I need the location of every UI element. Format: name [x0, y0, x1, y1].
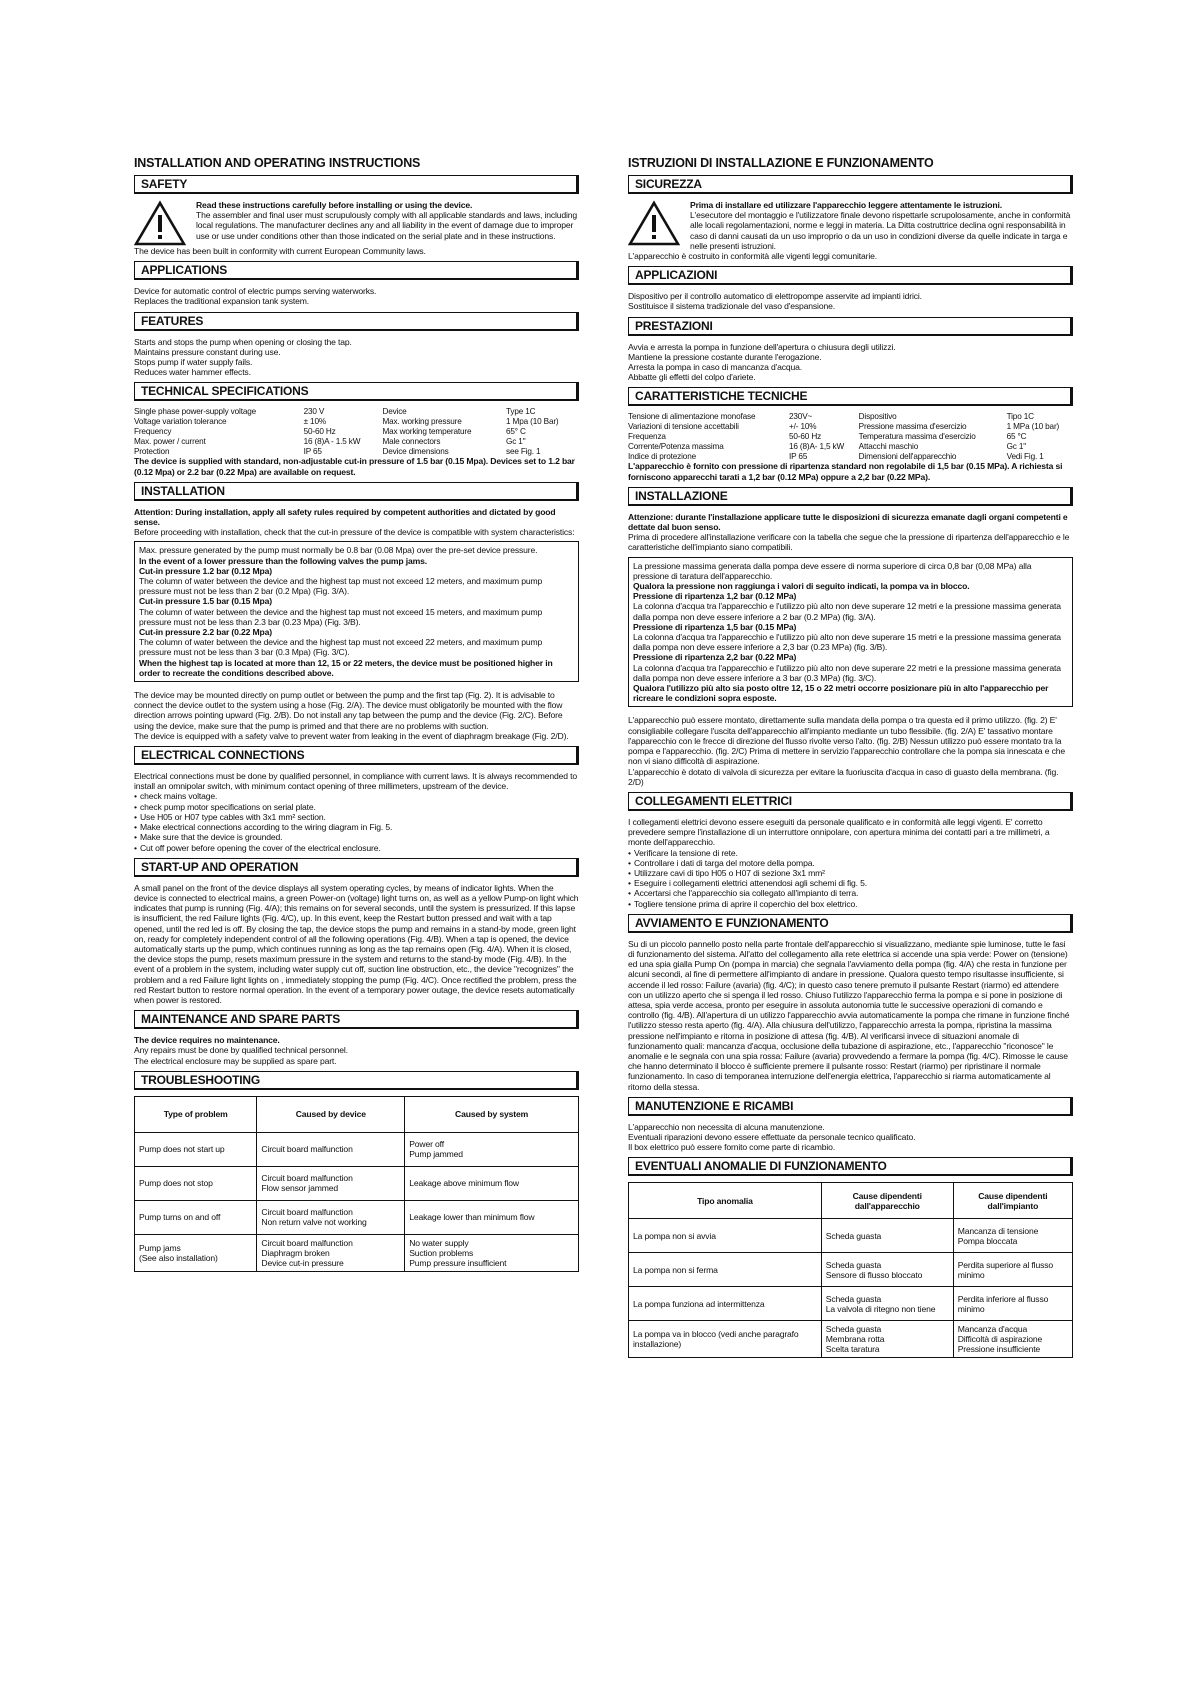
applications-line: Sostituisce il sistema tradizionale del vaso d'espansione. — [628, 301, 835, 312]
table-cell: Scheda guasta Membrana rotta Scelta taratura — [821, 1321, 953, 1358]
table-cell: Pump jams (See also installation) — [135, 1234, 257, 1271]
table-cell: Leakage above minimum flow — [405, 1166, 579, 1200]
tech-note: L'apparecchio è fornito con pressione di ripartenza standard non regolabile di 1,5 bar (0.15 MPa). A richiesta si forniscono apparecchi tarati a 1,2 bar (0.12 MPa) oppure a 2,2 bar (0.22 MPa). — [628, 461, 1063, 482]
table-cell: Circuit board malfunction Flow sensor jammed — [257, 1166, 405, 1200]
list-item: • Accertarsi che l'apparecchio sia collegato all'impianto di terra. — [628, 888, 1073, 898]
section-heading-electrical: ELECTRICAL CONNECTIONS — [134, 746, 579, 765]
spec-row — [134, 417, 579, 427]
spec-row — [628, 422, 1073, 432]
spec-label: Frequenza — [628, 432, 666, 442]
box-final: Qualora l'utilizzo più alto sia posto oltre 12, 15 o 22 metri occorre posizionare più in alto l'apparecchio per ricreare le condizioni sopra esposte. — [633, 683, 1049, 704]
spec-value: Gc 1" — [1006, 441, 1027, 451]
section-heading-troubleshooting: TROUBLESHOOTING — [134, 1071, 579, 1090]
table-row — [629, 1253, 1073, 1287]
safety-body: L'esecutore del montaggio e l'utilizzatore finale devono rispettarle scrupolosamente, anche in conformità alle locali regolamentazioni, norme e leggi in materia. La Ditta costruttrice declina ogni responsabilità in caso di danni causati da un uso improprio o da un uso in condizioni diverse da quelle indicate in targa e nelle presenti istruzioni. — [690, 210, 1071, 251]
cut-in-heading: Cut-in pressure 1.2 bar (0.12 Mpa) — [139, 565, 272, 576]
table-row — [629, 1321, 1073, 1358]
spec-value: 230V~ — [789, 412, 813, 422]
electrical-list — [134, 791, 579, 852]
features-line: Maintains pressure constant during use. — [134, 346, 281, 357]
cut-in-heading: Pressione di ripartenza 2,2 bar (0.22 MPa) — [633, 652, 797, 663]
table-cell: Circuit board malfunction — [257, 1132, 405, 1166]
table-cell: Leakage lower than minimum flow — [405, 1200, 579, 1234]
features-line: Stops pump if water supply fails. — [134, 357, 253, 368]
section-heading-startup: AVVIAMENTO E FUNZIONAMENTO — [628, 914, 1073, 933]
spec-label: Dimensioni dell'apparecchio — [858, 451, 957, 461]
table-cell: Power off Pump jammed — [405, 1132, 579, 1166]
section-heading-installation: INSTALLAZIONE — [628, 487, 1073, 506]
section-heading-troubleshooting: EVENTUALI ANOMALIE DI FUNZIONAMENTO — [628, 1157, 1073, 1176]
spec-label: Male connectors — [382, 436, 441, 446]
english-column — [134, 156, 579, 1272]
box-warning: In the event of a lower pressure than the following valves the pump jams. — [139, 555, 427, 566]
spec-value: +/- 10% — [789, 422, 817, 432]
list-item: • check pump motor specifications on serial plate. — [134, 802, 579, 812]
spec-value: 1 Mpa (10 Bar) — [506, 417, 559, 427]
cut-in-heading: Cut-in pressure 1.5 bar (0.15 Mpa) — [139, 596, 272, 607]
table-cell: Scheda guasta Sensore di flusso bloccato — [821, 1253, 953, 1287]
box-warning: Qualora la pressione non raggiunga i valori di seguito indicati, la pompa va in blocco. — [633, 581, 970, 592]
spec-value: ± 10% — [303, 417, 326, 427]
spec-label: Device — [382, 407, 407, 417]
spec-row — [628, 452, 1073, 462]
maintenance-line: Any repairs must be done by qualified technical personnel. — [134, 1045, 348, 1056]
applications-line: Replaces the traditional expansion tank system. — [134, 296, 309, 307]
list-item: • Cut off power before opening the cover of the electrical enclosure. — [134, 843, 579, 853]
troubleshooting-table — [134, 1096, 579, 1272]
list-item: • check mains voltage. — [134, 791, 579, 801]
electrical-intro: Electrical connections must be done by qualified personnel, in compliance with current laws. It is always recommended to install an omnipolar switch, with minimum contact opening of three millimeters, upstream of the device. — [134, 771, 577, 792]
spec-value: see Fig. 1 — [506, 446, 541, 456]
table-cell: La pompa va in blocco (vedi anche paragrafo installazione) — [629, 1321, 822, 1358]
cut-in-heading: Pressione di ripartenza 1,5 bar (0.15 MPa) — [633, 621, 797, 632]
section-heading-features: FEATURES — [134, 312, 579, 331]
spec-label: Variazioni di tensione accettabili — [628, 422, 739, 432]
spec-value: 230 V — [303, 407, 325, 417]
spec-value: IP 65 — [789, 451, 808, 461]
table-cell: Mancanza di tensione Pompa bloccata — [953, 1219, 1072, 1253]
cut-in-text: La colonna d'acqua tra l'apparecchio e l'utilizzo più alto non deve superare 22 metri e la pressione massima generata dalla pompa non deve essere inferiore a 3 bar (0.3 MPa) (fig. 3/C). — [633, 662, 1061, 683]
cut-in-text: The column of water between the device and the highest tap must not exceed 15 meters, and maximum pump pressure must not be less than 2.3 bar (0.23 Mpa) (Fig. 3/B). — [139, 606, 543, 627]
table-row — [135, 1132, 579, 1166]
box-text: Max. pressure generated by the pump must normally be 0.8 bar (0.08 Mpa) over the pre-set device pressure. — [139, 545, 538, 556]
spec-label: Max working temperature — [382, 427, 472, 437]
list-item: • Utilizzare cavi di tipo H05 o H07 di sezione 3x1 mm² — [628, 868, 1073, 878]
safety-footer: The device has been built in conformity with current European Community laws. — [134, 246, 426, 256]
column-header: Caused by system — [405, 1096, 579, 1132]
spec-label: Max. working pressure — [382, 417, 462, 427]
electrical-intro: I collegamenti elettrici devono essere eseguiti da personale qualificato e in conformità alle leggi vigenti. E' corretto prevedere sempre l'installazione di un interruttore onnipolare, con apertura minima dei contatti pari a tre millimetri, a monte dell'apparecchio. — [628, 816, 1050, 848]
spec-label: Indice di protezione — [628, 451, 697, 461]
section-heading-safety: SICUREZZA — [628, 175, 1073, 194]
spec-row — [134, 447, 579, 457]
table-cell: La pompa non si avvia — [629, 1219, 822, 1253]
cut-in-text: The column of water between the device and the highest tap must not exceed 22 meters, and maximum pump pressure must not be less than 3 bar (0.3 Mpa) (Fig. 3/C). — [139, 637, 543, 658]
table-row — [135, 1200, 579, 1234]
table-row — [629, 1219, 1073, 1253]
warning-triangle-icon — [628, 200, 680, 246]
table-header-row — [135, 1096, 579, 1132]
electrical-list — [628, 848, 1073, 909]
doc-title: INSTALLATION AND OPERATING INSTRUCTIONS — [134, 156, 421, 170]
spec-row — [628, 412, 1073, 422]
features-line: Mantiene la pressione costante durante l'erogazione. — [628, 351, 822, 362]
safety-footer: L'apparecchio è costruito in conformità alle vigenti leggi comunitarie. — [628, 251, 877, 262]
spec-label: Voltage variation tolerance — [134, 417, 227, 427]
installation-attention: Attenzione: durante l'installazione applicare tutte le disposizioni di sicurezza emanate dagli organi competenti e dettate dal buon senso. — [628, 511, 1068, 533]
spec-value: IP 65 — [303, 446, 322, 456]
table-cell: Perdita inferiore al flusso minimo — [953, 1287, 1072, 1321]
maintenance-line: Eventuali riparazioni devono essere effettuate da personale tecnico qualificato. — [628, 1131, 916, 1142]
installation-intro: Prima di procedere all'installazione verificare con la tabella che segue che la pressione di ripartenza dell'apparecchio e le caratteristiche dell'impianto siano compatibili. — [628, 532, 1070, 553]
section-heading-features: PRESTAZIONI — [628, 317, 1073, 336]
spec-label: Pressione massima d'esercizio — [858, 422, 967, 432]
safety-body: The assembler and final user must scrupulously comply with all applicable standards and laws, including local regulations. The manufacturer declines any and all liability in the event of damage due to improper use or use under conditions other than those indicated on the serial plate and in these instructions. — [196, 210, 578, 241]
table-cell: Pump does not start up — [135, 1132, 257, 1166]
safety-block — [134, 200, 579, 246]
spec-row — [628, 442, 1073, 452]
applications-line: Dispositivo per il controllo automatico di elettropompe asservite ad impianti idrici. — [628, 291, 922, 302]
section-heading-tech: TECHNICAL SPECIFICATIONS — [134, 382, 579, 401]
cut-in-pressure-box — [628, 557, 1073, 708]
spec-row — [134, 407, 579, 417]
maintenance-line: Il box elettrico può essere fornito come parte di ricambio. — [628, 1142, 836, 1153]
tech-note: The device is supplied with standard, non-adjustable cut-in pressure of 1.5 bar (0.15 Mpa). Devices set to 1.2 bar (0.12 Mpa) or 2.2 bar (0.22 Mpa) are available on request. — [134, 456, 575, 477]
table-header-row — [629, 1183, 1073, 1219]
safety-lead: Prima di installare ed utilizzare l'apparecchio leggere attentamente le istruzioni. — [690, 200, 1002, 210]
section-heading-safety: SAFETY — [134, 175, 579, 194]
section-heading-electrical: COLLEGAMENTI ELETTRICI — [628, 792, 1073, 811]
table-cell: Scheda guasta La valvola di ritegno non tiene — [821, 1287, 953, 1321]
box-text: La pressione massima generata dalla pompa deve essere di norma superiore di circa 0,8 bar (0,08 MPa) alla pressione di taratura dell'apparecchio. — [633, 560, 1032, 581]
spec-table — [628, 412, 1073, 461]
spec-table — [134, 407, 579, 456]
spec-value: Vedi Fig. 1 — [1006, 451, 1044, 461]
startup-text: Su di un piccolo pannello posto nella parte frontale dell'apparecchio si visualizzano, mediante spie luminose, tutte le fasi di funzionamento del sistema. All'atto del collegamento alla rete elettrica si accende una spia verde: Power on (tensione) ed una spia gialla Pump On (pompa in marcia) che segnala l'avviamento della pompa (fig. 4/A) che resta in funzione per alcuni secondi, al fine di permettere all'impianto di andare in pressione. Qualora questo tempo risultasse insufficiente, si accende il led rosso: Failure (avaria) (fig. 4/C); in questo caso tenere premuto il pulsante Restart (riarmo) ed attendere con un utilizzo aperto che si spenga il led rosso. Chiuso l'utilizzo l'apparecchio ferma la pompa e si pone in posizione di attesa, spia verde accesa, pronto per eseguire in assoluta autonomia tutte le successive operazioni di comando e controllo (fig. 4/B). All'apertura di un utilizzo l'apparecchio avvia automaticamente la pompa che rimane in funzione finché l'utilizzo stesso resta aperto (fig. 4/A). Alla chiusura dell'utilizzo, l'apparecchio arresta la pompa, ripristina la massima pressione nell'impianto e ritorna in posizione di attesa (fig. 4/B). Al verificarsi invece di situazioni anomale di funzionamento quali: mancanza d'acqua, occlusione della tubazione di aspirazione, etc., l'apparecchio "riconosce" le anomalie e le segnala con una spia rossa: Failure (avaria) provvedendo a fermare la pompa (fig. 4/C). Rimosse le cause che hanno determinato il blocco è sufficiente premere il pulsante rosso: Restart (riarmo) per ripristinare il normale funzionamento. In caso di temporanea interruzione dell'energia elettrica, l'apparecchio si riarma automaticamente al ritorno della stessa. — [628, 938, 1070, 1092]
spec-label: Temperatura massima d'esercizio — [858, 432, 976, 442]
features-line: Starts and stops the pump when opening or closing the tap. — [134, 336, 352, 347]
cut-in-heading: Cut-in pressure 2.2 bar (0.22 Mpa) — [139, 627, 272, 638]
cut-in-pressure-box — [134, 541, 579, 682]
table-cell: Scheda guasta — [821, 1219, 953, 1253]
warning-triangle-icon — [134, 200, 186, 246]
spec-value: 65° C — [506, 427, 526, 437]
installation-intro: Before proceeding with installation, check that the cut-in pressure of the device is compatible with system characteristics: — [134, 527, 575, 538]
maintenance-lead: L'apparecchio non necessita di alcuna manutenzione. — [628, 1121, 825, 1132]
section-heading-maintenance: MAINTENANCE AND SPARE PARTS — [134, 1010, 579, 1029]
table-row — [135, 1166, 579, 1200]
box-final: When the highest tap is located at more than 12, 15 or 22 meters, the device must be positioned higher in order to recreate the conditions described above. — [139, 657, 553, 678]
section-heading-maintenance: MANUTENZIONE E RICAMBI — [628, 1097, 1073, 1116]
features-line: Reduces water hammer effects. — [134, 367, 251, 378]
installation-after: L'apparecchio può essere montato, direttamente sulla mandata della pompa o tra questa ed il primo utilizzo. (fig. 2) E' consigliabile collegare l'uscita dell'apparecchio all'impianto mediante un tubo flessibile. (fig. 2/A) E' tassativo montare l'apparecchio con le frecce di direzione del flusso rivolte verso l'alto. (fig. 2/B) Nessun utilizzo può essere montato tra la pompa e l'apparecchio. (fig. 2/C) Prima di mettere in servizio l'apparecchio controllare che la pompa sia innescata e che non vi siano difficoltà di aspirazione. — [628, 715, 1066, 767]
spec-value: 65 °C — [1006, 432, 1027, 442]
list-item: • Togliere tensione prima di aprire il coperchio del box elettrico. — [628, 899, 1073, 909]
column-header: Cause dipendenti dall'impianto — [953, 1183, 1072, 1219]
startup-text: A small panel on the front of the device displays all system operating cycles, by means of indicator lights. When the device is connected to electrical mains, a green Power-on (voltage) light turns on, as well as a yellow Pump-on light which indicates that pump is running (Fig. 4/A); this remains on for several seconds, until the system is pressurized. If this lapse is insufficient, the red Failure lights (Fig. 4/C), up. In this event, keep the Restart button pressed and wait with a tap opened, until the red led is off. By closing the tap, the device stops the pump and remains in a stand-by mode, green light on, ready for completely independent control of all the following operations (Fig. 4/B). When a tap is opened, the device automatically starts up the pump, which continues running as long as the tap remains open (Fig. 4/A). When it is closed, the device stops the pump, resets maximum pressure in the system and returns to the stand-by mode (Fig. 4/B). In the event of a problem in the system, including water supply cut off, suction line obstruction, etc., the device "recognizes" the problem and a red Failure light lights on , immediately stopping the pump (Fig. 4/C). Once rectified the problem, press the red Restart button to restore normal operation. In the event of a temporary power outage, the device resets automatically when power is restored. — [134, 882, 579, 1005]
table-cell: Pump turns on and off — [135, 1200, 257, 1234]
section-heading-startup: START-UP AND OPERATION — [134, 858, 579, 877]
cut-in-text: The column of water between the device and the highest tap must not exceed 12 meters, and maximum pump pressure must not be less than 2 bar (0.2 Mpa) (Fig. 3/A). — [139, 576, 543, 597]
cut-in-heading: Pressione di ripartenza 1,2 bar (0.12 MPa) — [633, 591, 797, 602]
spec-row — [134, 427, 579, 437]
list-item: • Make sure that the device is grounded. — [134, 832, 579, 842]
column-header: Caused by device — [257, 1096, 405, 1132]
safety-block — [628, 200, 1073, 251]
installation-after: The device may be mounted directly on pump outlet or between the pump and the first tap (Fig. 2). It is advisable to connect the device outlet to the system using a hose (Fig. 2/A). The device must obligatorily be mounted with the flow direction arrows pointing upward (Fig. 2/B). Do not install any tap between the pump and the device (Fig. 2/C). Before using the device, make sure that the pump is primed and that there are no problems with suction. — [134, 690, 563, 731]
spec-value: 50-60 Hz — [303, 427, 336, 437]
list-item: • Verificare la tensione di rete. — [628, 848, 1073, 858]
table-cell: No water supply Suction problems Pump pressure insufficient — [405, 1234, 579, 1271]
spec-label: Single phase power-supply voltage — [134, 407, 257, 417]
table-row — [135, 1234, 579, 1271]
spec-label: Frequency — [134, 427, 172, 437]
spec-label: Attacchi maschio — [858, 441, 919, 451]
table-cell: La pompa funziona ad intermittenza — [629, 1287, 822, 1321]
spec-value: 50-60 Hz — [789, 432, 822, 442]
spec-value: 16 (8)A - 1.5 kW — [303, 436, 361, 446]
list-item: • Use H05 or H07 type cables with 3x1 mm² section. — [134, 812, 579, 822]
table-cell: Perdita superiore al flusso minimo — [953, 1253, 1072, 1287]
safety-lead: Read these instructions carefully before installing or using the device. — [196, 200, 473, 210]
column-header: Type of problem — [135, 1096, 257, 1132]
installation-valve: The device is equipped with a safety valve to prevent water from leaking in the event of diaphragm breakage (Fig. 2/D). — [134, 730, 569, 741]
features-line: Abbatte gli effetti del colpo d'ariete. — [628, 372, 756, 383]
section-heading-installation: INSTALLATION — [134, 482, 579, 501]
spec-row — [134, 437, 579, 447]
spec-label: Dispositivo — [858, 412, 897, 422]
spec-value: Type 1C — [506, 407, 536, 417]
table-cell: Mancanza d'acqua Difficoltà di aspirazione Pressione insufficiente — [953, 1321, 1072, 1358]
table-cell: Circuit board malfunction Diaphragm broken Device cut-in pressure — [257, 1234, 405, 1271]
spec-value: 16 (8)A- 1,5 kW — [789, 441, 845, 451]
section-heading-tech: CARATTERISTICHE TECNICHE — [628, 387, 1073, 406]
italian-column — [628, 156, 1073, 1358]
table-cell: La pompa non si ferma — [629, 1253, 822, 1287]
section-heading-applications: APPLICATIONS — [134, 261, 579, 280]
table-cell: Circuit board malfunction Non return valve not working — [257, 1200, 405, 1234]
cut-in-text: La colonna d'acqua tra l'apparecchio e l'utilizzo più alto non deve superare 15 metri e la pressione massima generata dalla pompa non deve essere inferiore a 2,3 bar (0.23 MPa) (fig. 3/B). — [633, 632, 1061, 653]
table-row — [629, 1287, 1073, 1321]
spec-row — [628, 432, 1073, 442]
doc-title: ISTRUZIONI DI INSTALLAZIONE E FUNZIONAMENTO — [628, 156, 934, 170]
list-item: • Eseguire i collegamenti elettrici attenendosi agli schemi di fig. 5. — [628, 878, 1073, 888]
installation-attention: Attention: During installation, apply all safety rules required by competent authorities and dictated by good sense. — [134, 506, 556, 528]
features-line: Arresta la pompa in caso di mancanza d'acqua. — [628, 362, 803, 373]
spec-label: Device dimensions — [382, 446, 449, 456]
cut-in-text: La colonna d'acqua tra l'apparecchio e l'utilizzo più alto non deve superare 12 metri e la pressione massima generata dalla pompa non deve essere inferiore a 2 bar (0.2 MPa) (fig. 3/A). — [633, 601, 1061, 622]
spec-label: Protection — [134, 446, 170, 456]
maintenance-lead: The device requires no maintenance. — [134, 1035, 280, 1046]
column-header: Cause dipendenti dall'apparecchio — [821, 1183, 953, 1219]
spec-label: Corrente/Potenza massima — [628, 441, 724, 451]
column-header: Tipo anomalia — [629, 1183, 822, 1219]
spec-label: Max. power / current — [134, 436, 206, 446]
list-item: • Make electrical connections according to the wiring diagram in Fig. 5. — [134, 822, 579, 832]
features-line: Avvia e arresta la pompa in funzione dell'apertura o chiusura degli utilizzi. — [628, 341, 896, 352]
spec-value: Gc 1" — [506, 436, 526, 446]
spec-value: Tipo 1C — [1006, 412, 1034, 422]
list-item: • Controllare i dati di targa del motore della pompa. — [628, 858, 1073, 868]
section-heading-applications: APPLICAZIONI — [628, 266, 1073, 285]
applications-line: Device for automatic control of electric pumps serving waterworks. — [134, 286, 377, 297]
troubleshooting-table — [628, 1182, 1073, 1358]
spec-value: 1 MPa (10 bar) — [1006, 422, 1060, 432]
spec-label: Tensione di alimentazione monofase — [628, 412, 756, 422]
maintenance-line: The electrical enclosure may be supplied as spare part. — [134, 1055, 337, 1066]
installation-valve: L'apparecchio è dotato di valvola di sicurezza per evitare la fuoriuscita d'acqua in caso di guasto della membrana. (fig. 2/D) — [628, 766, 1059, 787]
table-cell: Pump does not stop — [135, 1166, 257, 1200]
